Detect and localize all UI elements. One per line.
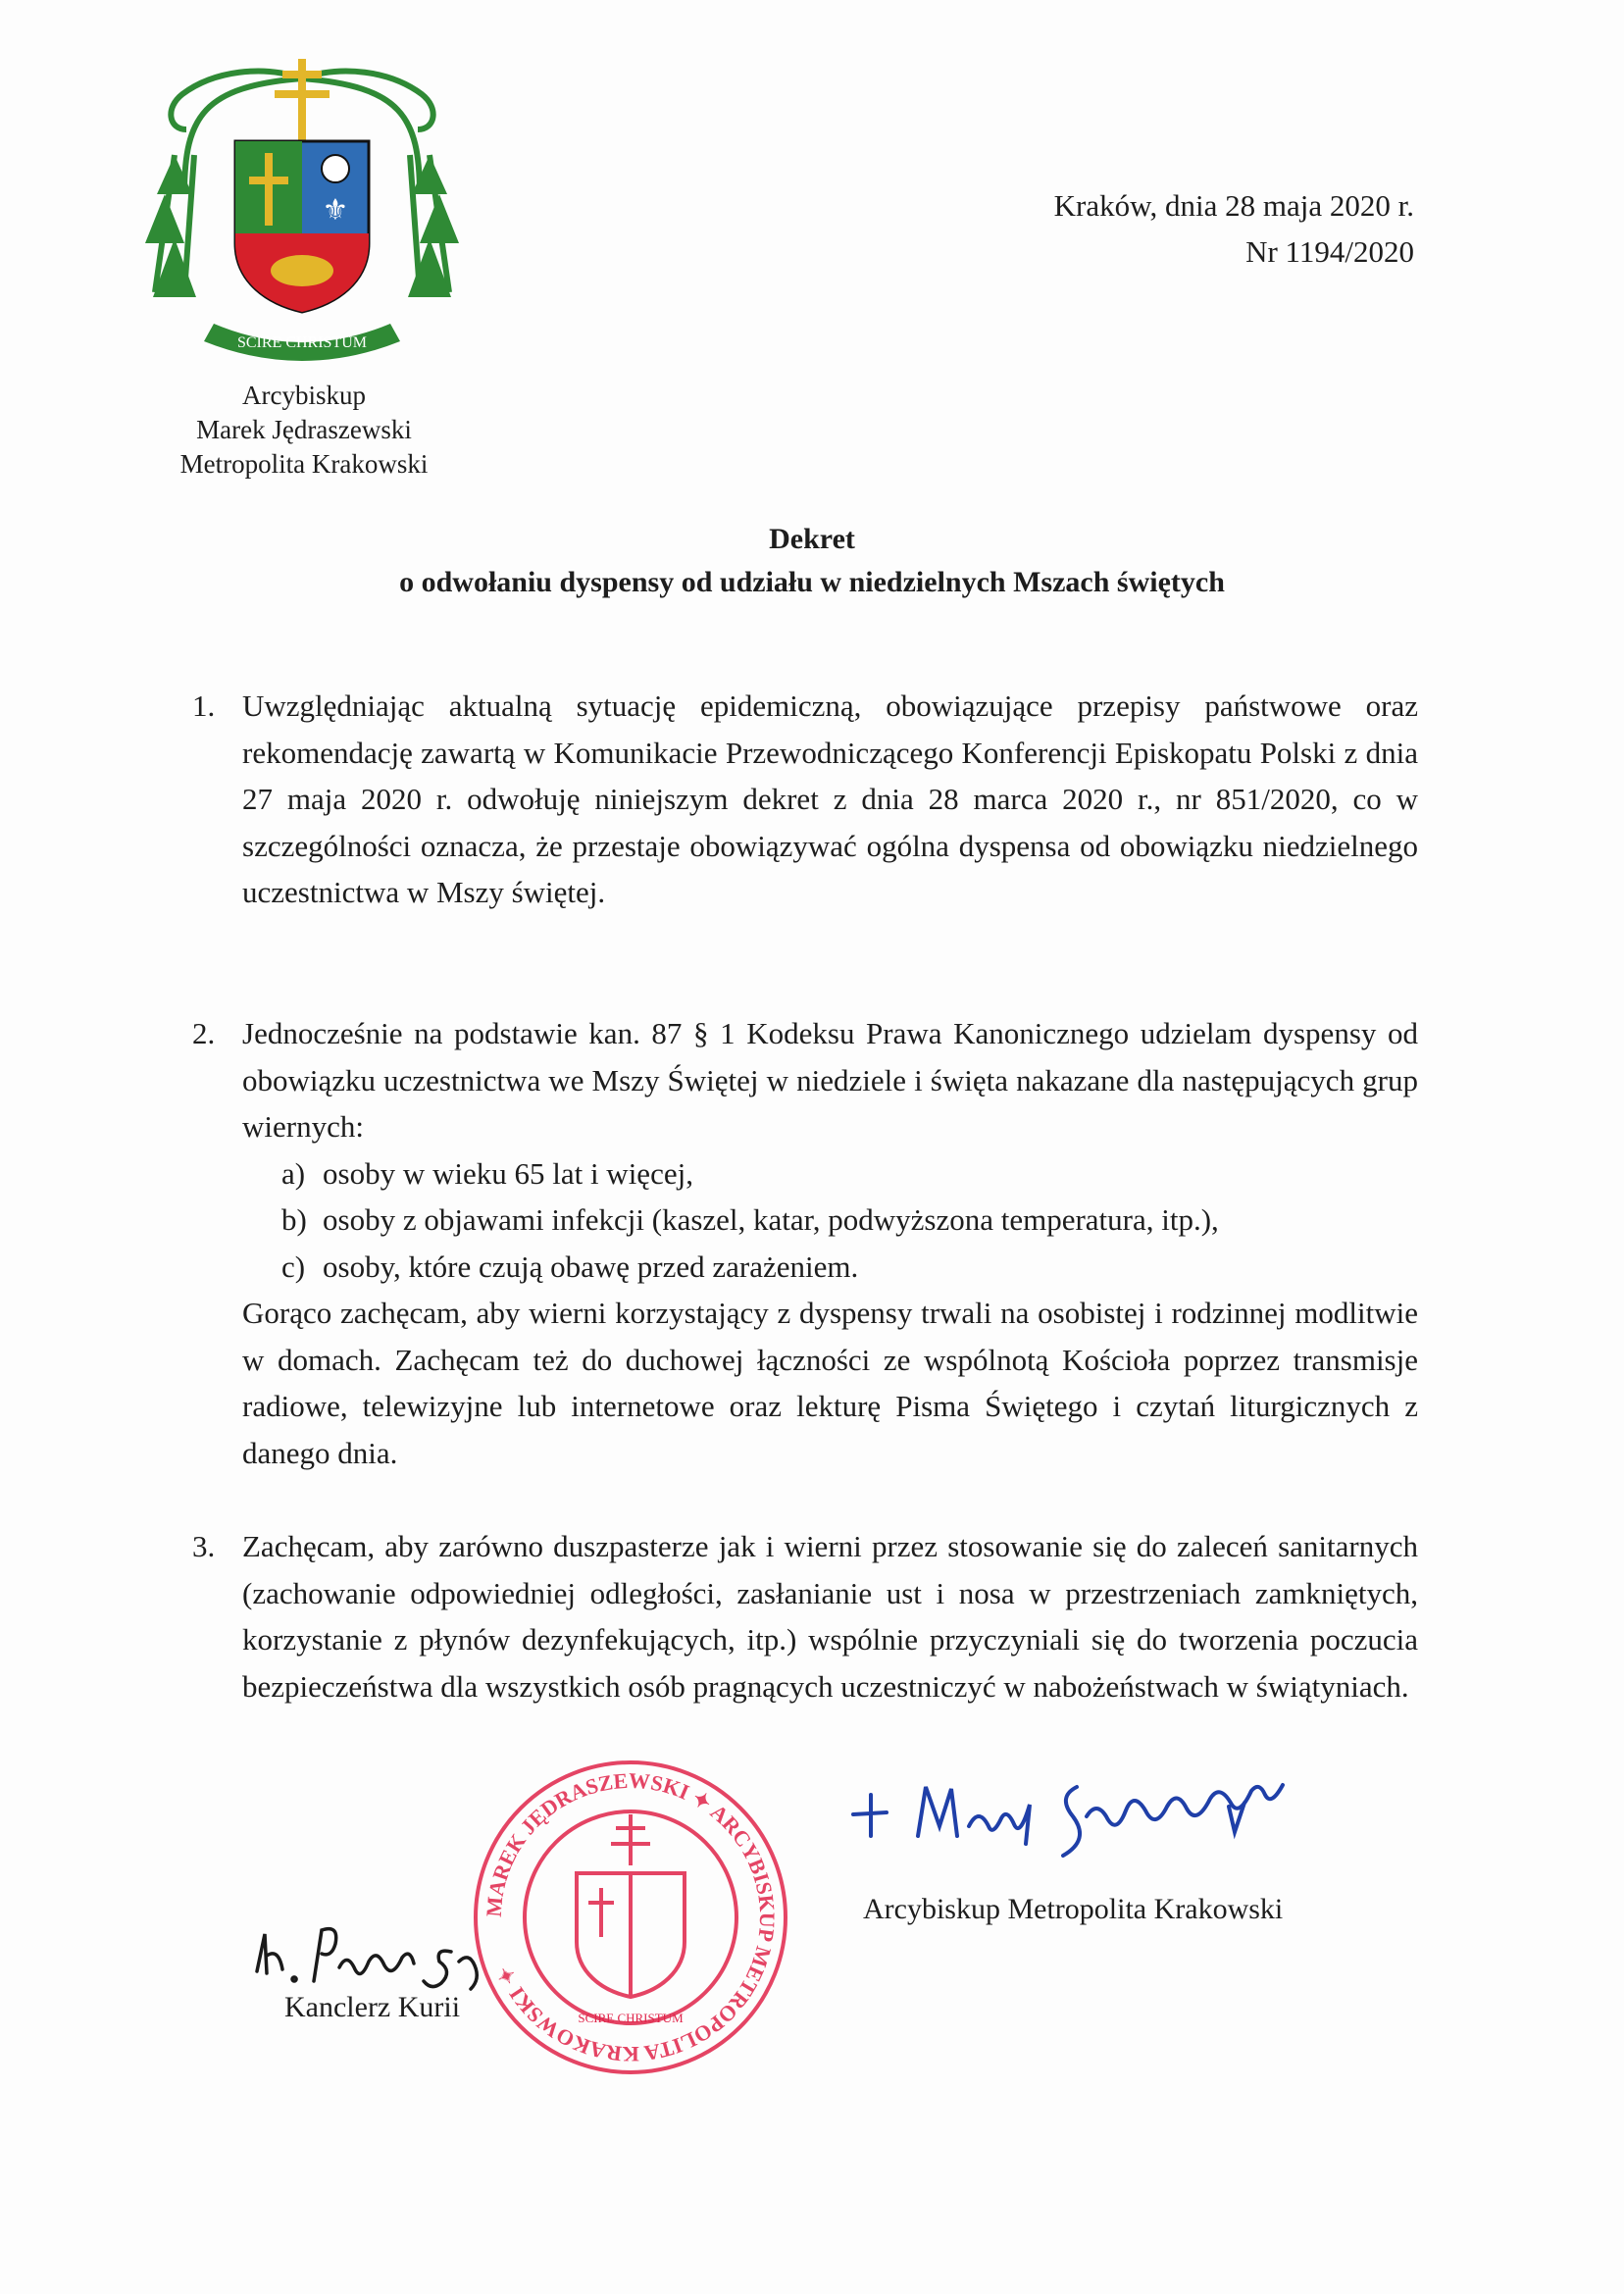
- crest-motto: SCIRE CHRISTUM: [236, 334, 368, 351]
- chancellor-handwritten-signature: [245, 1912, 549, 2003]
- item-text: Uwzględniając aktualną sytuację epidemiczną, obowiązujące przepisy państwowe oraz rekomendację zawartą w Komunikacie Przewodniczącego Konferencji Episkopatu Polski z dnia 27 maja 2020 r. odwołuję niniejszym dekret z dnia 28 marca 2020 r., nr 851/2020, co w szczególności oznacza, że przestaje obowiązywać ogólna dyspensa od obowiązku niedzielnego uczestnictwa w Mszy świętej.: [242, 688, 1418, 909]
- decree-item-3: [192, 1523, 1418, 1709]
- list-item: [242, 1197, 1418, 1244]
- title-line-1: Dekret: [769, 523, 855, 555]
- document-title: [0, 518, 1624, 604]
- item-text: Zachęcam, aby zarówno duszpasterze jak i wierni przez stosowanie się do zaleceń sanitarnych (zachowanie odpowiedniej odległości, zasłanianie ust i nosa w przestrzeniach zamkniętych, korzystanie z płynów dezynfekujących, itp.) wspólnie przyczyniali się do tworzenia poczucia bezpieczeństwa dla wszystkich osób pragnących uczestniczyć w nabożeństwach w świątyniach.: [242, 1529, 1418, 1704]
- date-block: [1054, 182, 1414, 275]
- list-item-text: osoby w wieku 65 lat i więcej,: [323, 1155, 693, 1191]
- list-item-letter: b): [281, 1202, 307, 1237]
- decree-item-1: [192, 683, 1418, 916]
- issuer-block: [118, 379, 490, 482]
- issuer-line-name: Marek Jędraszewski: [196, 415, 412, 444]
- archbishop-title: Arcybiskup Metropolita Krakowski: [863, 1893, 1284, 1925]
- item-number: 1.: [192, 688, 216, 723]
- item-number: 2.: [192, 1016, 216, 1050]
- item-outro: Gorąco zachęcam, aby wierni korzystający z dyspensy trwali na osobistej i rodzinnej modlitwie w domach. Zachęcam też do duchowej łączności ze wspólnotą Kościoła poprzez transmisje radiowe, telewizyjne lub internetowe oraz lekturę Pisma Świętego i czytań liturgicznych z danego dnia.: [242, 1296, 1418, 1470]
- svg-text:⚜: ⚜: [322, 193, 349, 228]
- list-item: [242, 1244, 1418, 1291]
- coat-of-arms-logo: [145, 47, 459, 366]
- document-number: Nr 1194/2020: [1245, 234, 1414, 269]
- archbishop-handwritten-signature: [841, 1767, 1418, 1858]
- list-item-letter: a): [281, 1155, 306, 1191]
- list-item: [242, 1150, 1418, 1198]
- seal-motto: SCIRE CHRISTUM: [578, 2011, 684, 2025]
- dispensation-groups-list: [242, 1150, 1418, 1291]
- list-item-letter: c): [281, 1249, 306, 1284]
- list-item-text: osoby z objawami infekcji (kaszel, katar, podwyższona temperatura, itp.),: [323, 1202, 1219, 1237]
- item-number: 3.: [192, 1529, 216, 1563]
- list-item-text: osoby, które czują obawę przed zarażeniem.: [323, 1249, 859, 1284]
- date-line: Kraków, dnia 28 maja 2020 r.: [1053, 188, 1414, 223]
- issuer-line-title: Arcybiskup: [242, 381, 366, 410]
- decree-item-2: [192, 1010, 1418, 1476]
- item-intro: Jednocześnie na podstawie kan. 87 § 1 Kodeksu Prawa Kanonicznego udzielam dyspensy od obowiązku uczestnictwa we Mszy Świętej w niedziele i święta nakazane dla następujących grup wiernych:: [242, 1016, 1418, 1144]
- chancellor-title: Kanclerz Kurii: [284, 1991, 461, 2023]
- seal-text: MAREK JĘDRASZEWSKI ✦ ARCYBISKUP METROPOLITA KRAKOWSKI ✦: [481, 1767, 781, 2067]
- title-line-2: o odwołaniu dyspensy od udziału w niedzielnych Mszach świętych: [399, 566, 1225, 598]
- issuer-line-office: Metropolita Krakowski: [179, 449, 429, 479]
